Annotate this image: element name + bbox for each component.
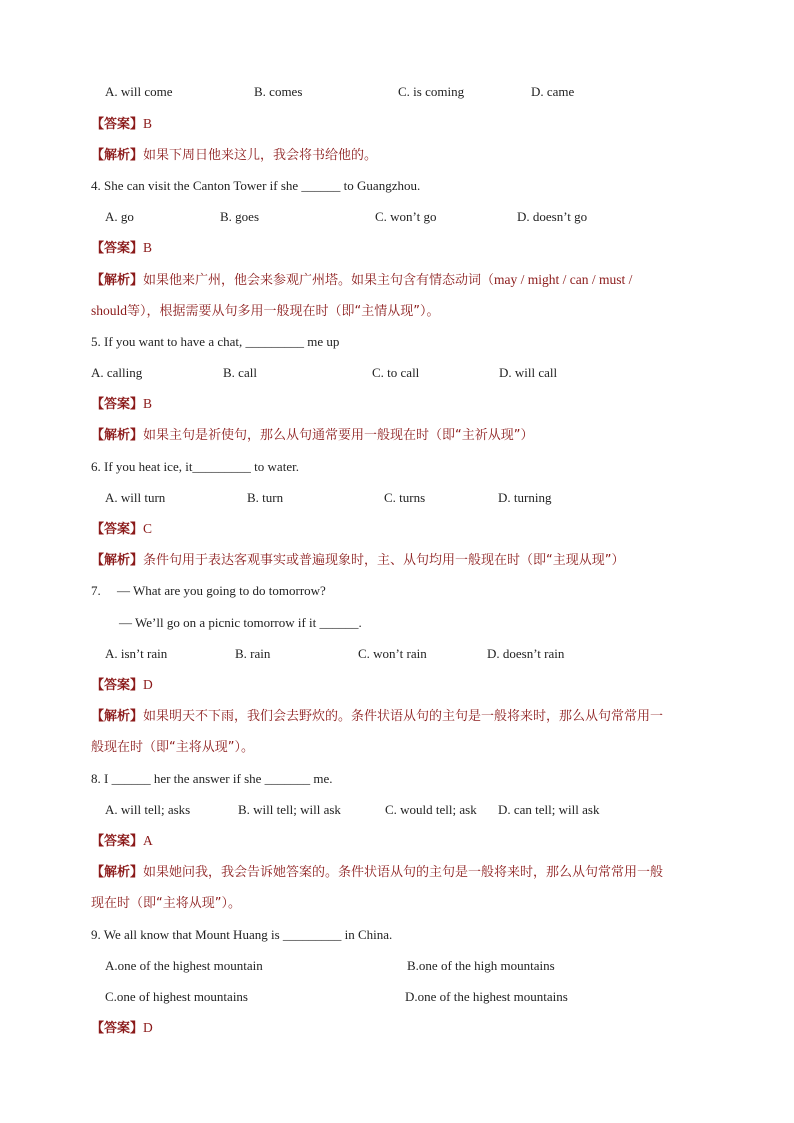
answer-value: D — [143, 1020, 153, 1035]
q9-option-d: D.one of the highest mountains — [405, 989, 568, 1004]
q6-option-a: A. will turn — [105, 490, 166, 505]
q4-stem: 4. She can visit the Canton Tower if she ______ to Guangzhou. — [91, 178, 421, 193]
q3-option-a: A. will come — [105, 84, 173, 99]
q4-option-c: C. won’t go — [375, 209, 437, 224]
answer-value: C — [143, 521, 153, 536]
q8-explanation-line-2 — [91, 895, 241, 912]
q9-stem: 9. We all know that Mount Huang is _________ in China. — [91, 927, 393, 942]
q6-option-b: B. turn — [247, 490, 284, 505]
q6-explanation — [91, 552, 625, 569]
q9-option-c: C.one of highest mountains — [105, 989, 248, 1004]
explanation-text-en: should — [91, 303, 128, 318]
q7-explanation-line-2 — [91, 739, 254, 756]
q7-option-b: B. rain — [235, 646, 271, 661]
q6-option-d: D. turning — [498, 490, 552, 505]
answer-value: A — [143, 833, 153, 848]
q3-option-d: D. came — [531, 84, 575, 99]
q6-option-c: C. turns — [384, 490, 426, 505]
q5-option-c: C. to call — [372, 365, 420, 380]
explanation-text-en: may / might / can / must / — [494, 272, 633, 287]
explanation-tag: 【解析】 — [91, 273, 144, 288]
q7-dialog-line-2: — We’ll go on a picnic tomorrow if it ______. — [119, 615, 362, 630]
q6-answer — [91, 521, 152, 538]
q5-option-a: A. calling — [91, 365, 143, 380]
q4-option-b: B. goes — [220, 209, 259, 224]
q8-option-c: C. would tell; ask — [385, 802, 477, 817]
answer-tag: 【答案】 — [91, 522, 144, 537]
q9-answer — [91, 1020, 153, 1037]
answer-value: B — [143, 240, 153, 255]
answer-value: D — [143, 677, 153, 692]
explanation-tag: 【解析】 — [91, 428, 144, 443]
q7-explanation-line-1 — [91, 708, 663, 725]
q6-stem: 6. If you heat ice, it_________ to water. — [91, 459, 299, 474]
q8-option-b: B. will tell; will ask — [238, 802, 341, 817]
explanation-text: 如果明天不下雨，我们会去野炊的。条件状语从句的主句是一般将来时，那么从句常常用一 — [143, 709, 664, 724]
q7-number: 7. — [91, 583, 101, 598]
q9-option-b: B.one of the high mountains — [407, 958, 555, 973]
q8-stem: 8. I ______ her the answer if she _______ me. — [91, 771, 333, 786]
q7-dialog-line-1: — What are you going to do tomorrow? — [117, 583, 326, 598]
answer-tag: 【答案】 — [91, 1021, 144, 1036]
q7-option-c: C. won’t rain — [358, 646, 427, 661]
answer-tag: 【答案】 — [91, 241, 144, 256]
q9-option-a: A.one of the highest mountain — [105, 958, 263, 973]
explanation-tag: 【解析】 — [91, 553, 144, 568]
q3-option-c: C. is coming — [398, 84, 465, 99]
q8-explanation-line-1 — [91, 864, 663, 881]
answer-value: B — [143, 396, 153, 411]
explanation-text: 般现在时（即“主将从现”）。 — [91, 740, 254, 755]
q7-option-d: D. doesn’t rain — [487, 646, 565, 661]
answer-tag: 【答案】 — [91, 117, 144, 132]
q8-option-a: A. will tell; asks — [105, 802, 191, 817]
q4-explanation-line-2 — [91, 303, 440, 320]
explanation-tag: 【解析】 — [91, 709, 144, 724]
explanation-tag: 【解析】 — [91, 865, 144, 880]
q5-option-b: B. call — [223, 365, 257, 380]
q5-stem: 5. If you want to have a chat, _________ me up — [91, 334, 340, 349]
q5-explanation — [91, 427, 534, 444]
explanation-text: 现在时（即“主将从现”）。 — [91, 896, 241, 911]
explanation-tag: 【解析】 — [91, 148, 144, 163]
answer-tag: 【答案】 — [91, 834, 144, 849]
q4-option-d: D. doesn’t go — [517, 209, 588, 224]
q7-option-a: A. isn’t rain — [105, 646, 168, 661]
q7-answer — [91, 677, 153, 694]
explanation-text: 等），根据需要从句多用一般现在时（即“主情从现”）。 — [127, 304, 440, 319]
answer-tag: 【答案】 — [91, 397, 144, 412]
explanation-text: 条件句用于表达客观事实或普遍现象时，主、从句均用一般现在时（即“主现从现”） — [143, 553, 625, 568]
explanation-text: 如果她问我，我会告诉她答案的。条件状语从句的主句是一般将来时，那么从句常常用一般 — [143, 865, 664, 880]
explanation-text: 如果下周日他来这儿，我会将书给他的。 — [143, 148, 378, 163]
q3-option-b: B. comes — [254, 84, 303, 99]
answer-tag: 【答案】 — [91, 678, 144, 693]
explanation-text: 如果主句是祈使句，那么从句通常要用一般现在时（即“主祈从现”） — [143, 428, 534, 443]
q4-explanation-line-1 — [91, 272, 632, 289]
explanation-text: 如果他来广州，他会来参观广州塔。如果主句含有情态动词（ — [143, 273, 495, 288]
q4-answer — [91, 240, 152, 257]
q8-answer — [91, 833, 153, 850]
q3-explanation — [91, 147, 377, 164]
q3-answer — [91, 116, 152, 133]
answer-value: B — [143, 116, 153, 131]
q5-answer — [91, 396, 152, 413]
q4-option-a: A. go — [105, 209, 134, 224]
q8-option-d: D. can tell; will ask — [498, 802, 600, 817]
q5-option-d: D. will call — [499, 365, 558, 380]
